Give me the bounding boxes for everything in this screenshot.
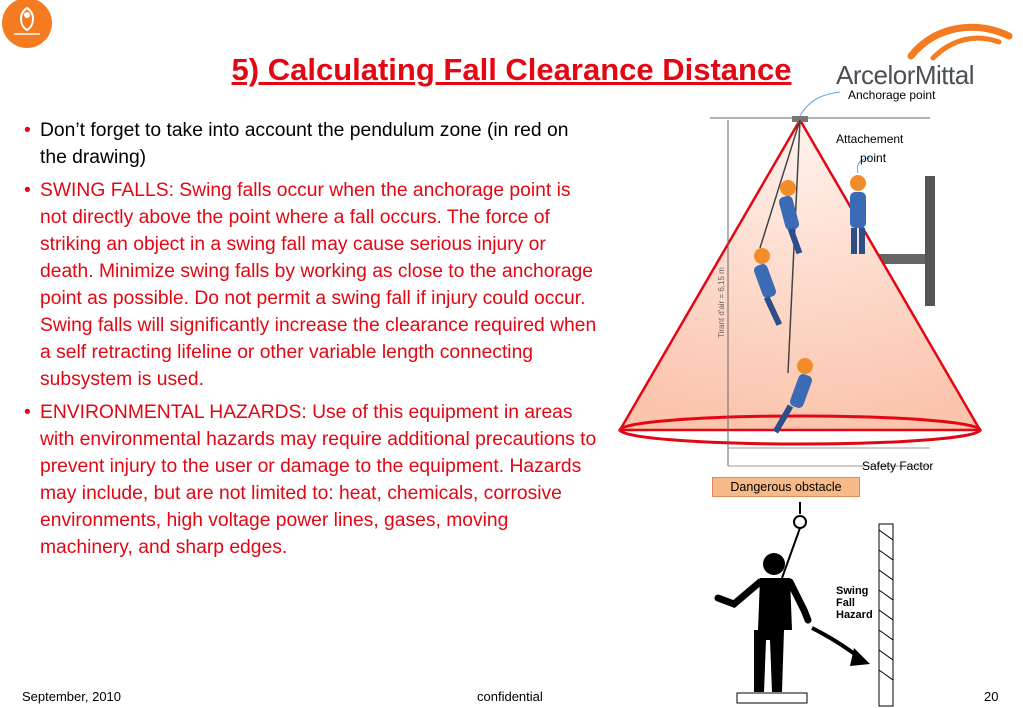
brand-wordmark: ArcelorMittal [836, 60, 974, 90]
attachment-point-label-line1: Attachement [836, 132, 904, 146]
bullet-list [22, 117, 597, 567]
footer-page-number: 20 [984, 689, 999, 704]
company-seal-logo [0, 0, 58, 52]
arcelormittal-swoosh-logo [905, 18, 1015, 64]
slide-title: 5) Calculating Fall Clearance Distance [231, 52, 792, 87]
attachment-point-label-line2: point [860, 151, 887, 165]
footer-confidential: confidential [477, 689, 543, 704]
swing-fall-hazard-line3: Hazard [836, 609, 873, 621]
safety-factor-label: Safety Factor [862, 459, 934, 473]
pendulum-zone-diagram [600, 88, 1020, 498]
swing-fall-hazard-pictogram [712, 500, 902, 707]
swing-fall-hazard-line2: Fall [836, 597, 855, 609]
dangerous-obstacle-label: Dangerous obstacle [712, 477, 860, 497]
bullet-environmental-hazards: • ENVIRONMENTAL HAZARDS: Use of this equipment in areas with environmental hazards may require additional precautions to prevent injury to the user or damage to the equipment. Hazards may include, but are not limited to: heat, chemicals, corrosive environments, high voltage power lines, gases, moving machinery, and sharp edges. [22, 399, 597, 561]
bullet-pendulum-zone: • Don’t forget to take into account the pendulum zone (in red on the drawing) [22, 117, 597, 171]
structure-column [925, 176, 935, 306]
svg-text:Tirant d'air = 6,15 m: Tirant d'air = 6,15 m [717, 267, 726, 338]
swing-fall-hazard-line1: Swing [836, 585, 869, 597]
anchorage-point-label: Anchorage point [848, 88, 936, 102]
footer-date: September, 2010 [22, 689, 122, 704]
swing-fall-hazard-label [836, 585, 873, 621]
bullet-swing-falls: • SWING FALLS: Swing falls occur when the anchorage point is not directly above the point where a fall occurs. The force of striking an object in a swing fall may cause serious injury or death. Minimize swing falls by working as close to the anchorage point as possible. Do not permit a swing fall if injury could occur. Swing falls will significantly increase the clearance required when a self retracting lifeline or other variable length connecting subsystem is used. [22, 177, 597, 393]
